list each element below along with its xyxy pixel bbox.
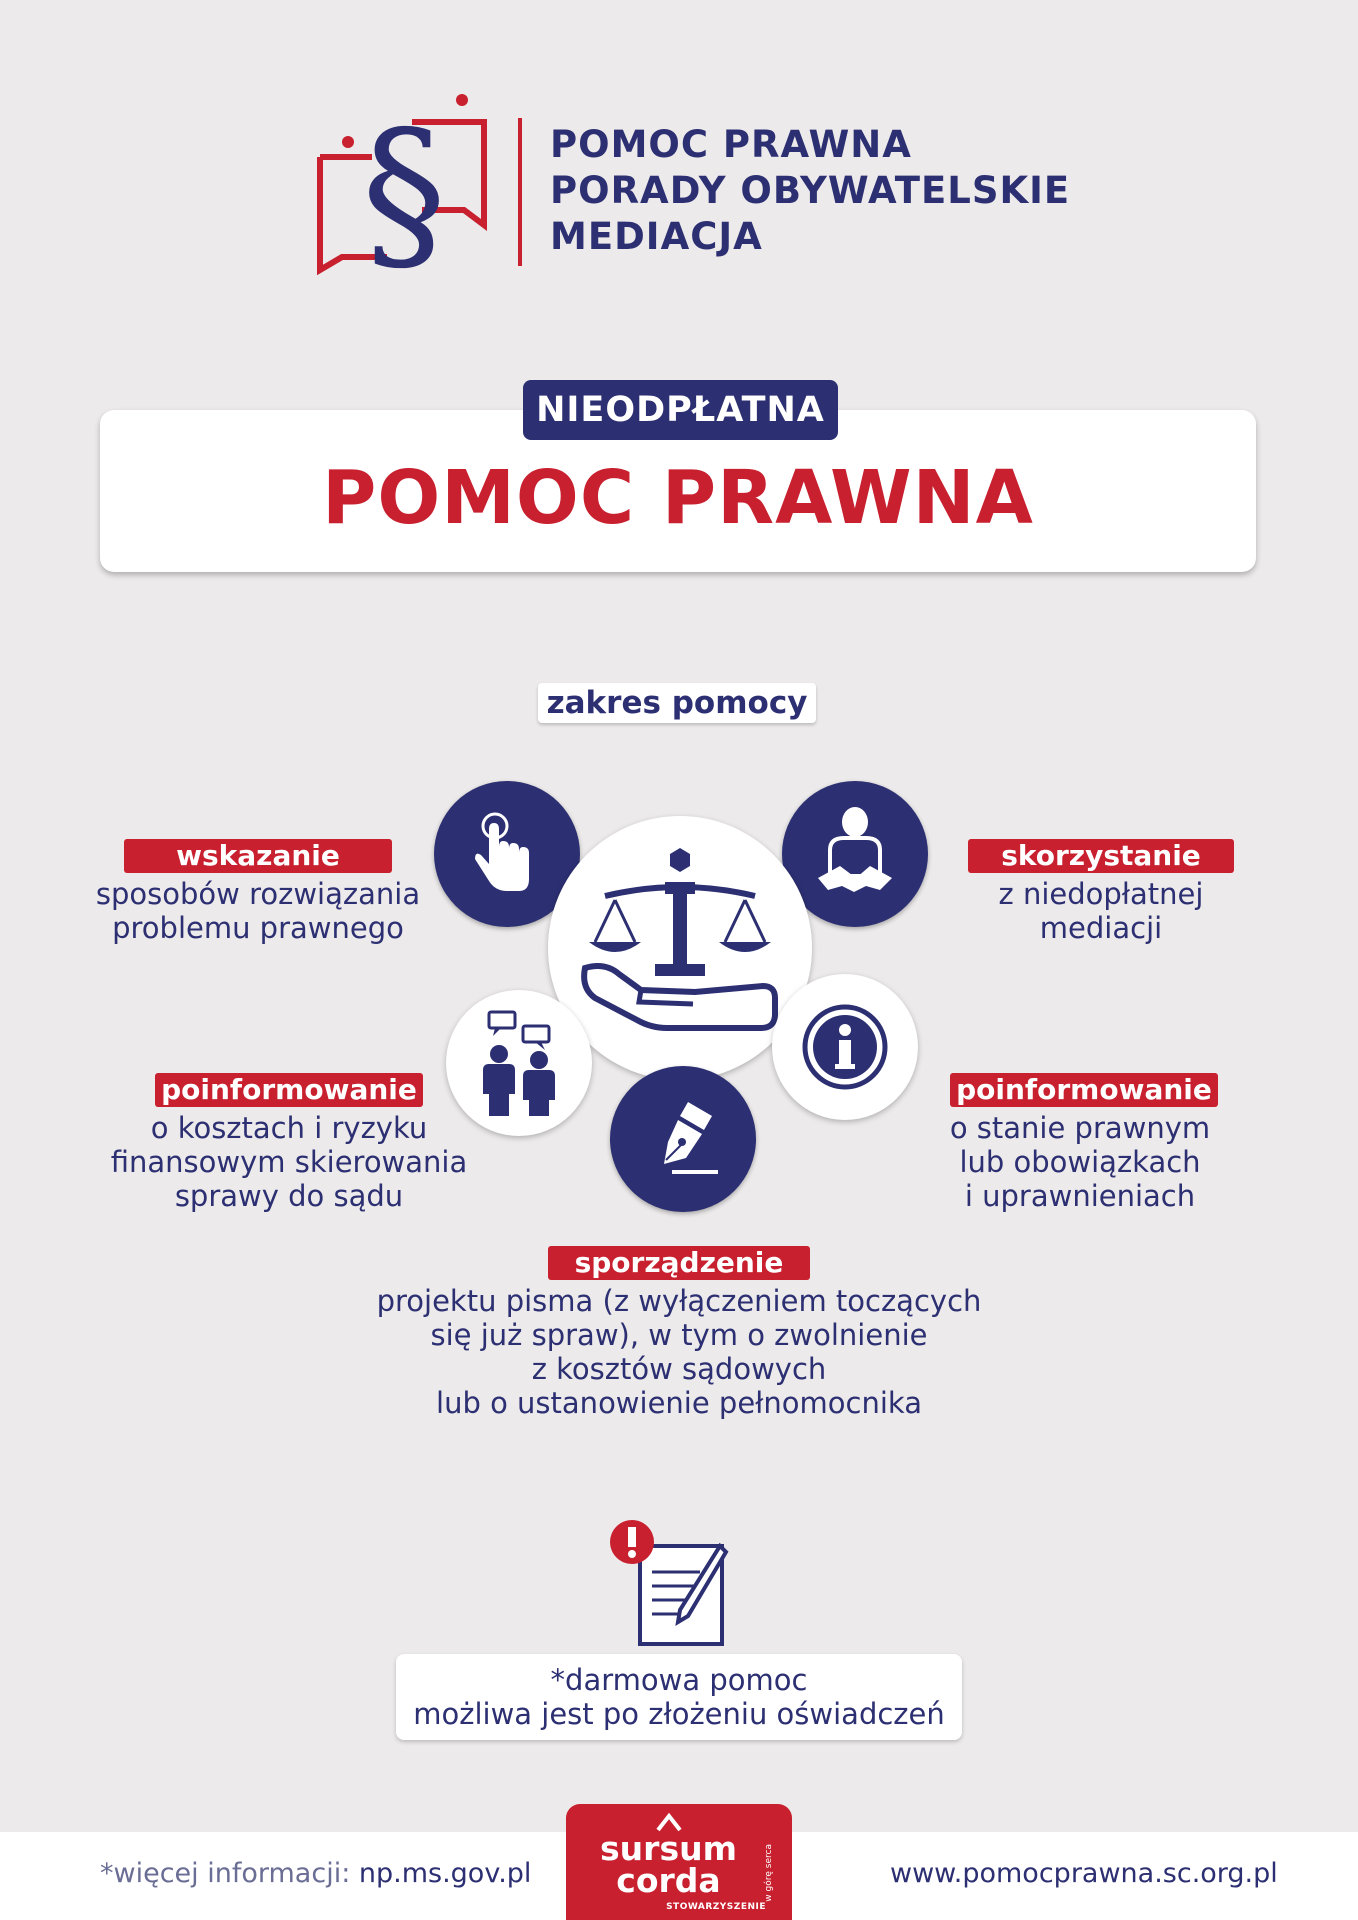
item-tag-skorzystanie: skorzystanie <box>968 839 1234 873</box>
item-tag-poinformowanie-stan: poinformowanie <box>950 1073 1218 1107</box>
item-tag-poinformowanie-koszty: poinformowanie <box>155 1073 423 1107</box>
footer-link-ms[interactable]: np.ms.gov.pl <box>358 1858 532 1889</box>
info-icon <box>772 974 918 1120</box>
note-line-1: *darmowa pomoc <box>550 1663 808 1697</box>
item-desc-wskazanie: sposobów rozwiązania problemu prawnego <box>95 877 421 945</box>
note-box <box>396 1654 962 1740</box>
fountain-pen-icon <box>610 1066 756 1212</box>
header-line-2: PORADY OBYWATELSKIE <box>550 169 1071 212</box>
item-desc-skorzystanie: z niedopłatnej mediacji <box>998 877 1204 945</box>
header-divider <box>518 118 522 266</box>
item-tag-sporzadzenie: sporządzenie <box>548 1246 810 1280</box>
footer-info: *więcej informacji: np.ms.gov.pl <box>100 1858 532 1889</box>
page-title: POMOC PRAWNA <box>322 455 1034 541</box>
item-desc-poinformowanie-koszty: o kosztach i ryzyku finansowym skierowania sprawy do sądu <box>110 1111 468 1213</box>
document-alert-icon <box>608 1518 732 1650</box>
item-desc-poinformowanie-stan: o stanie prawnym lub obowiązkach i uprawnieniach <box>949 1111 1211 1213</box>
section-logo-icon <box>312 92 492 277</box>
footer-link-website[interactable]: www.pomocprawna.sc.org.pl <box>890 1858 1278 1889</box>
title-badge: NIEODPŁATNA <box>523 380 838 440</box>
note-line-2: możliwa jest po złożeniu oświadczeń <box>413 1697 945 1731</box>
item-tag-wskazanie: wskazanie <box>124 839 392 873</box>
sursum-corda-logo: sursum corda STOWARZYSZENIE w górę serca <box>566 1804 792 1920</box>
svg-text:§: § <box>361 95 447 277</box>
header-title <box>550 122 1070 260</box>
header-line-3: MEDIACJA <box>550 215 763 258</box>
header-line-1: POMOC PRAWNA <box>550 123 912 166</box>
scope-label: zakres pomocy <box>538 683 816 723</box>
item-desc-sporzadzenie: projektu pisma (z wyłączeniem toczących się już spraw), w tym o zwolnienie z kosztów sądowych lub o ustanowienie pełnomocnika <box>376 1284 982 1420</box>
